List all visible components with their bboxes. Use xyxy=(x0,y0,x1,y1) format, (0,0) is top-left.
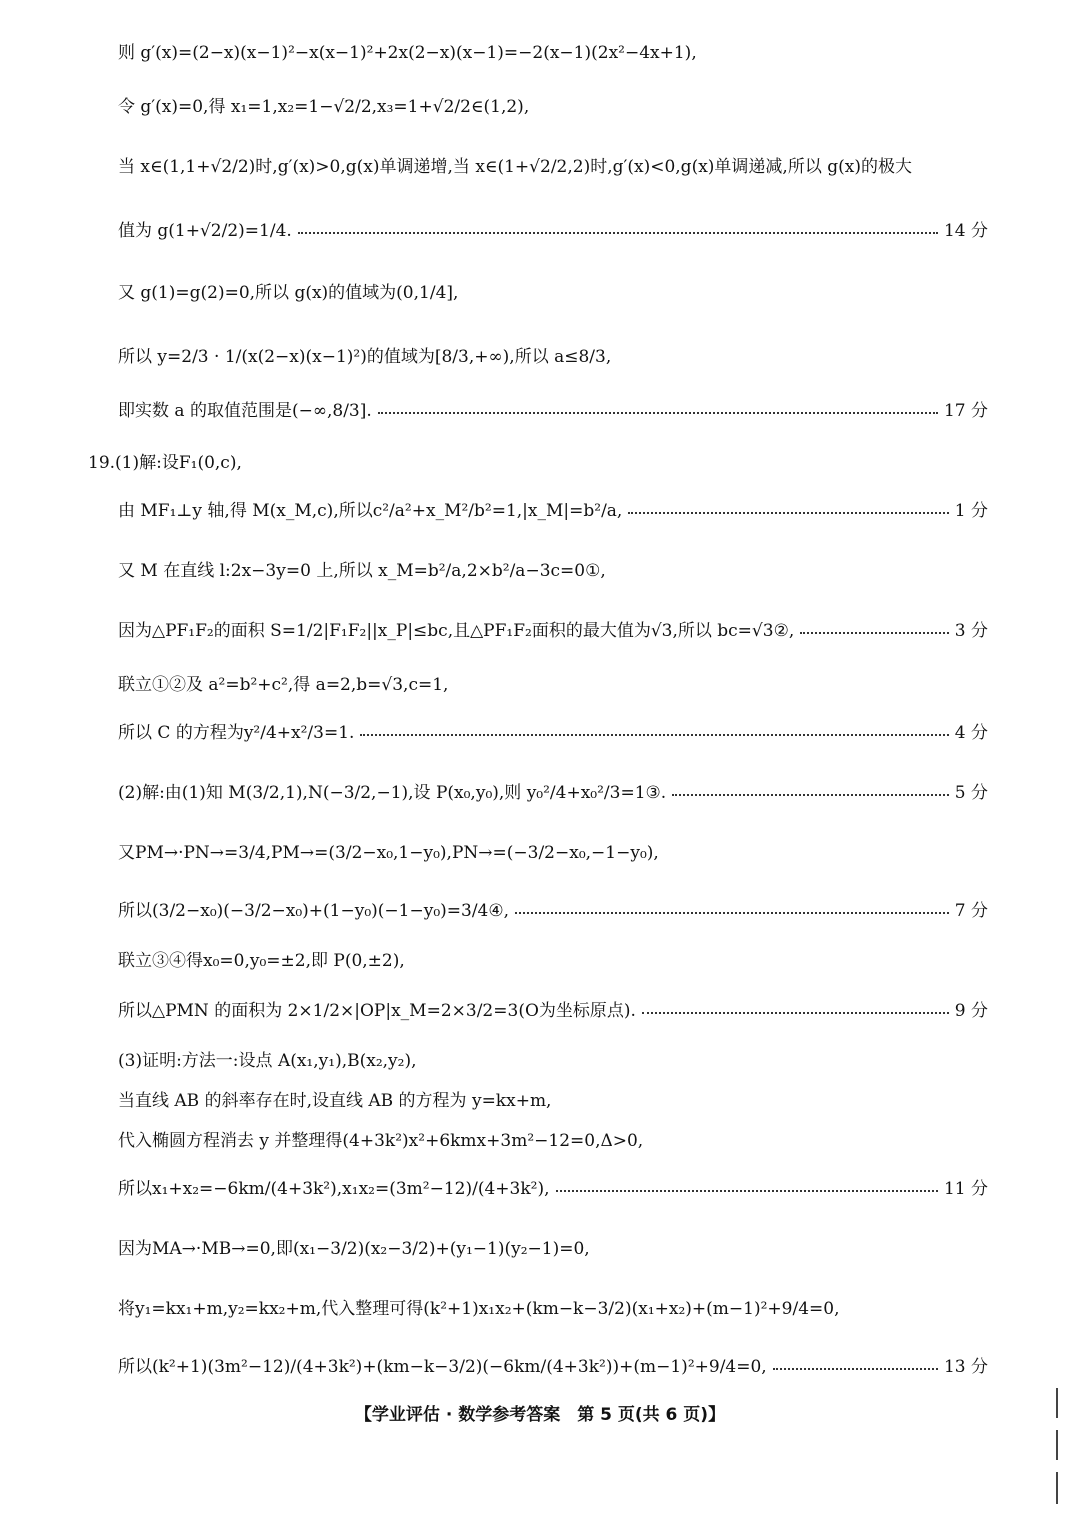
solution-line: 由 MF₁⊥y 轴,得 M(x_M,c),所以c²/a²+x_M²/b²=1,|x_M|=b²/a, 1 分 xyxy=(118,496,988,521)
dot-leader xyxy=(800,632,949,634)
dot-leader xyxy=(628,512,948,514)
solution-line: 联立①②及 a²=b²+c²,得 a=2,b=√3,c=1, xyxy=(118,675,449,695)
solution-line: 又PM→·PN→=3/4,PM→=(3/2−x₀,1−y₀),PN→=(−3/2−x₀,−1−y₀), xyxy=(118,843,659,863)
solution-line: 则 g′(x)=(2−x)(x−1)²−x(x−1)²+2x(2−x)(x−1)=−2(x−1)(2x²−4x+1), xyxy=(118,43,697,63)
solution-line: 所以 C 的方程为y²/4+x²/3=1. 4 分 xyxy=(118,718,988,743)
solution-line: 值为 g(1+√2/2)=1/4. 14 分 xyxy=(118,216,988,241)
solution-line: 联立③④得x₀=0,y₀=±2,即 P(0,±2), xyxy=(118,951,405,971)
binding-mark xyxy=(1056,1388,1058,1418)
score-label: 5 分 xyxy=(954,783,988,803)
solution-line: 所以 y=2/3 · 1/(x(2−x)(x−1)²)的值域为[8/3,+∞),所以 a≤8/3, xyxy=(118,347,612,367)
score-label: 14 分 xyxy=(943,221,988,241)
dot-leader xyxy=(378,412,938,414)
score-label: 3 分 xyxy=(954,621,988,641)
solution-line: 因为MA→·MB→=0,即(x₁−3/2)(x₂−3/2)+(y₁−1)(y₂−1)=0, xyxy=(118,1239,590,1259)
page-footer: 【学业评估 · 数学参考答案 第 5 页(共 6 页)】 xyxy=(354,1405,726,1425)
solution-line: 当 x∈(1,1+√2/2)时,g′(x)>0,g(x)单调递增,当 x∈(1+√2/2,2)时,g′(x)<0,g(x)单调递减,所以 g(x)的极大 xyxy=(118,157,912,177)
dot-leader xyxy=(556,1190,938,1192)
solution-line: (2)解:由(1)知 M(3/2,1),N(−3/2,−1),设 P(x₀,y₀),则 y₀²/4+x₀²/3=1③. 5 分 xyxy=(118,778,988,803)
dot-leader xyxy=(672,794,949,796)
dot-leader xyxy=(298,232,938,234)
dot-leader xyxy=(515,912,949,914)
dot-leader xyxy=(360,734,948,736)
solution-line: 所以x₁+x₂=−6km/(4+3k²),x₁x₂=(3m²−12)/(4+3k²), 11 分 xyxy=(118,1174,988,1199)
solution-line: 所以(3/2−x₀)(−3/2−x₀)+(1−y₀)(−1−y₀)=3/4④, 7 分 xyxy=(118,896,988,921)
solution-line: 当直线 AB 的斜率存在时,设直线 AB 的方程为 y=kx+m, xyxy=(118,1091,552,1111)
solution-line: 又 g(1)=g(2)=0,所以 g(x)的值域为(0,1/4], xyxy=(118,283,459,303)
question-heading: 19.(1)解:设F₁(0,c), xyxy=(88,453,242,473)
dot-leader xyxy=(642,1012,949,1014)
solution-line: 即实数 a 的取值范围是(−∞,8/3]. 17 分 xyxy=(118,396,988,421)
score-label: 7 分 xyxy=(954,901,988,921)
score-label: 1 分 xyxy=(954,501,988,521)
solution-line: 又 M 在直线 l:2x−3y=0 上,所以 x_M=b²/a,2×b²/a−3c=0①, xyxy=(118,561,606,581)
solution-line: 因为△PF₁F₂的面积 S=1/2|F₁F₂||x_P|≤bc,且△PF₁F₂面积的最大值为√3,所以 bc=√3②, 3 分 xyxy=(118,616,988,641)
solution-line: 将y₁=kx₁+m,y₂=kx₂+m,代入整理可得(k²+1)x₁x₂+(km−k−3/2)(x₁+x₂)+(m−1)²+9/4=0, xyxy=(118,1299,840,1319)
solution-line: 所以(k²+1)(3m²−12)/(4+3k²)+(km−k−3/2)(−6km/(4+3k²))+(m−1)²+9/4=0, 13 分 xyxy=(118,1352,988,1377)
score-label: 4 分 xyxy=(954,723,988,743)
solution-line: 所以△PMN 的面积为 2×1/2×|OP|x_M=2×3/2=3(O为坐标原点). 9 分 xyxy=(118,996,988,1021)
score-label: 13 分 xyxy=(943,1357,988,1377)
solution-line: (3)证明:方法一:设点 A(x₁,y₁),B(x₂,y₂), xyxy=(118,1051,417,1071)
score-label: 17 分 xyxy=(943,401,988,421)
dot-leader xyxy=(773,1368,938,1370)
score-label: 9 分 xyxy=(954,1001,988,1021)
solution-line: 代入椭圆方程消去 y 并整理得(4+3k²)x²+6kmx+3m²−12=0,Δ>0, xyxy=(118,1131,644,1151)
binding-mark xyxy=(1056,1430,1058,1460)
score-label: 11 分 xyxy=(943,1179,988,1199)
solution-line: 令 g′(x)=0,得 x₁=1,x₂=1−√2/2,x₃=1+√2/2∈(1,2), xyxy=(118,97,530,117)
binding-mark xyxy=(1056,1472,1058,1504)
